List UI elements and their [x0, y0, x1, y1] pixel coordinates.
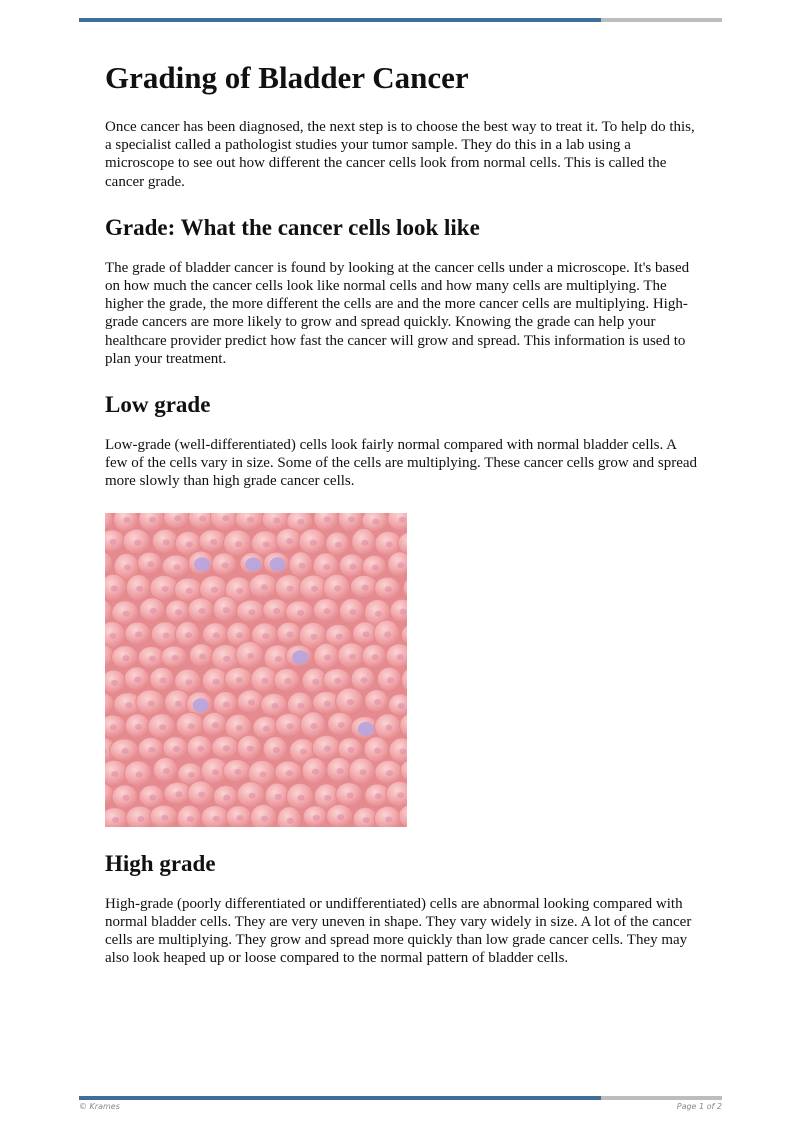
cell-nucleus	[159, 724, 166, 730]
cell-nucleus	[261, 815, 268, 821]
section-body-high-grade: High-grade (poorly differentiated or undifferentiated) cells are abnormal looking compared with normal bladder cells. They are very uneven in shape. They vary widely in size. A lot of the cancer cells are multiplying. They grow and spread more quickly than low grade cancer cells. They may also look heaped up or loose compared to the normal pattern of bladder cells.	[105, 895, 692, 967]
cell-nucleus	[349, 609, 356, 615]
cell-nucleus	[135, 631, 142, 637]
cell-nucleus	[148, 700, 155, 706]
cell-nucleus	[312, 768, 319, 774]
cell-nucleus	[249, 792, 256, 798]
cell-nucleus	[324, 745, 331, 751]
cell-nucleus	[110, 539, 117, 545]
cell-nucleus	[360, 769, 367, 775]
cell-nucleus	[187, 816, 194, 822]
cell-nucleus	[263, 725, 270, 731]
cell-nucleus	[347, 699, 354, 705]
cell-nucleus	[213, 632, 220, 638]
cell-nucleus	[348, 747, 355, 753]
cell-nucleus	[124, 564, 131, 570]
cell-nucleus	[222, 562, 229, 568]
cell-nucleus	[324, 654, 331, 660]
cell-nucleus	[374, 699, 381, 705]
cell-nucleus	[323, 564, 330, 570]
cell-nucleus	[348, 516, 355, 522]
cell-nucleus	[375, 793, 382, 799]
cell-nucleus	[223, 655, 230, 661]
cell-nucleus	[123, 610, 130, 616]
cell-nucleus	[324, 608, 331, 614]
cell-nucleus	[385, 816, 392, 822]
cell-nucleus	[297, 519, 304, 525]
cell-nucleus	[387, 677, 394, 683]
cell-nucleus	[198, 608, 205, 614]
cell-nucleus	[297, 610, 304, 616]
cell-nucleus	[335, 541, 342, 547]
cell-nucleus	[347, 792, 354, 798]
cell-nucleus	[185, 632, 192, 638]
dividing-cell-nucleus	[245, 557, 261, 571]
cell-nucleus	[313, 814, 320, 820]
cell-nucleus	[163, 632, 170, 638]
cell-nucleus	[163, 539, 170, 545]
cell-nucleus	[275, 793, 282, 799]
cell-nucleus	[247, 653, 254, 659]
cell-nucleus	[174, 564, 181, 570]
cell-nucleus	[112, 817, 119, 823]
section-heading-grade: Grade: What the cancer cells look like	[105, 214, 480, 240]
cell-nucleus	[386, 770, 393, 776]
cell-nucleus	[125, 702, 132, 708]
cell-nucleus	[373, 518, 380, 524]
cell	[177, 805, 201, 827]
cell-nucleus	[247, 745, 254, 751]
cell-nucleus	[199, 653, 206, 659]
top-rule	[79, 18, 722, 22]
cell-nucleus	[110, 633, 117, 639]
cell-nucleus	[148, 746, 155, 752]
cell-nucleus	[286, 770, 293, 776]
cell-nucleus	[236, 632, 243, 638]
cell-nucleus	[234, 768, 241, 774]
bottom-rule-primary	[79, 1096, 601, 1100]
cell-nucleus	[385, 586, 392, 592]
cell-nucleus	[247, 516, 254, 522]
cell-nucleus	[188, 723, 195, 729]
cell-nucleus	[134, 539, 141, 545]
cell-nucleus	[188, 772, 195, 778]
cell-nucleus	[374, 747, 381, 753]
cell	[386, 643, 407, 668]
document-body	[105, 52, 700, 989]
cell-nucleus	[399, 748, 406, 754]
cell-nucleus	[237, 815, 244, 821]
intro-paragraph: Once cancer has been diagnosed, the next step is to choose the best way to treat it. To help do this, a specialist called a pathologist studies your tumor sample. They do this in a lab using a microscope to see out how different the cancer cells look from normal cells. This is called the cancer grade.	[105, 119, 695, 190]
cell-nucleus	[175, 791, 182, 797]
cell-nucleus	[324, 794, 331, 800]
cell-nucleus	[123, 655, 130, 661]
cell-nucleus	[173, 746, 180, 752]
cell-nucleus	[149, 655, 156, 661]
dividing-cell-nucleus	[292, 650, 308, 664]
cell-nucleus	[298, 562, 305, 568]
cell-nucleus	[134, 676, 141, 682]
cell-nucleus	[163, 768, 170, 774]
cell-nucleus	[363, 631, 370, 637]
cell-nucleus	[149, 794, 156, 800]
cell-nucleus	[372, 654, 379, 660]
cell-nucleus	[361, 539, 368, 545]
cell-nucleus	[273, 747, 280, 753]
cell-nucleus	[262, 633, 269, 639]
cell-nucleus	[287, 817, 294, 823]
cell-nucleus	[222, 515, 229, 521]
cell	[353, 807, 377, 827]
top-rule-secondary	[601, 18, 722, 22]
cell-nucleus	[362, 584, 369, 590]
cell	[277, 806, 301, 826]
cell-nucleus	[197, 745, 204, 751]
footer-page-number: Page 1 of 2	[676, 1102, 722, 1111]
cell-nucleus	[236, 725, 243, 731]
cell-nucleus	[210, 539, 217, 545]
cell-nucleus	[123, 517, 130, 523]
cell-nucleus	[349, 563, 356, 569]
cell-nucleus	[135, 724, 142, 730]
cell-nucleus	[361, 677, 368, 683]
cell-nucleus	[262, 677, 269, 683]
cell-nucleus	[223, 701, 230, 707]
cell-nucleus	[334, 677, 341, 683]
cell-nucleus	[136, 771, 143, 777]
cell-nucleus	[186, 588, 193, 594]
cell-nucleus	[398, 703, 405, 709]
cell-nucleus	[272, 703, 279, 709]
cell-nucleus	[150, 607, 157, 613]
cell-nucleus	[286, 538, 293, 544]
cell-nucleus	[400, 608, 407, 614]
cell-nucleus	[236, 588, 243, 594]
cell-nucleus	[312, 678, 319, 684]
cell-nucleus	[397, 654, 404, 660]
bottom-rule	[79, 1096, 722, 1100]
cell-nucleus	[111, 771, 118, 777]
cell-nucleus	[175, 609, 182, 615]
cell-nucleus	[212, 769, 219, 775]
top-rule-primary	[79, 18, 601, 22]
cell-nucleus	[273, 608, 280, 614]
section-body-low-grade: Low-grade (well-differentiated) cells look fairly normal compared with normal bladder cells. A few of the cells vary in size. Some of the cells are multiplying. These cancer cells grow and spread more slowly than high grade cancer cells.	[105, 437, 698, 490]
cell-nucleus	[284, 678, 291, 684]
cell-nucleus	[110, 724, 117, 730]
cell-nucleus	[260, 771, 267, 777]
cell-nucleus	[311, 723, 318, 729]
cell-nucleus	[363, 817, 370, 823]
cell-nucleus	[310, 539, 317, 545]
cell-nucleus	[261, 584, 268, 590]
cell-nucleus	[287, 723, 294, 729]
cell-nucleus	[324, 516, 331, 522]
cell-nucleus	[111, 679, 118, 685]
cell-nucleus	[236, 677, 243, 683]
cell-nucleus	[311, 585, 318, 591]
cell-nucleus	[311, 633, 318, 639]
cell-nucleus	[175, 700, 182, 706]
cell-nucleus	[185, 679, 192, 685]
cell-nucleus	[122, 748, 129, 754]
section-heading-high-grade: High grade	[105, 850, 216, 876]
dividing-cell-nucleus	[193, 698, 209, 712]
cell-nucleus	[386, 541, 393, 547]
cell-nucleus	[334, 585, 341, 591]
cell-nucleus	[213, 678, 220, 684]
cell-nucleus	[397, 562, 404, 568]
cell-nucleus	[286, 631, 293, 637]
cell-nucleus	[248, 699, 255, 705]
cell-nucleus	[248, 609, 255, 615]
cell-nucleus	[147, 561, 154, 567]
cell-nucleus	[300, 748, 307, 754]
cell-nucleus	[384, 631, 391, 637]
low-grade-cells-illustration	[105, 513, 407, 827]
cell-nucleus	[287, 585, 294, 591]
cell-nucleus	[160, 677, 167, 683]
cell-nucleus	[122, 794, 129, 800]
cell-nucleus	[397, 792, 404, 798]
cell-nucleus	[162, 586, 169, 592]
footer-copyright: © Krames	[79, 1102, 120, 1111]
cell-nucleus	[213, 815, 220, 821]
bottom-rule-secondary	[601, 1096, 722, 1100]
cell-nucleus	[372, 564, 379, 570]
cell-nucleus	[223, 607, 230, 613]
cell	[388, 551, 407, 576]
cell-nucleus	[399, 516, 406, 522]
section-heading-low-grade: Low grade	[105, 392, 211, 418]
dividing-cell-nucleus	[358, 722, 374, 736]
cell-nucleus	[223, 745, 230, 751]
dividing-cell-nucleus	[194, 557, 210, 571]
dividing-cell-nucleus	[270, 557, 286, 571]
cell-nucleus	[336, 633, 343, 639]
cell-nucleus	[136, 585, 143, 591]
cell-nucleus	[375, 610, 382, 616]
cell-nucleus	[174, 515, 181, 521]
cell	[250, 804, 276, 827]
page-title: Grading of Bladder Cancer	[105, 60, 469, 95]
cell-nucleus	[186, 541, 193, 547]
cell-nucleus	[337, 814, 344, 820]
cell-nucleus	[199, 515, 206, 521]
cell-nucleus	[275, 656, 282, 662]
cell-nucleus	[235, 541, 242, 547]
cell-nucleus	[172, 655, 179, 661]
cell-nucleus	[149, 516, 156, 522]
cell-nucleus	[212, 722, 219, 728]
cell-nucleus	[223, 794, 230, 800]
cell-nucleus	[298, 794, 305, 800]
cell-nucleus	[298, 702, 305, 708]
cell-nucleus	[273, 517, 280, 523]
cell-nucleus	[111, 585, 118, 591]
cell-nucleus	[338, 722, 345, 728]
cell-nucleus	[211, 586, 218, 592]
cell-nucleus	[137, 816, 144, 822]
cell-nucleus	[385, 724, 392, 730]
cell-nucleus	[161, 814, 168, 820]
section-body-grade: The grade of bladder cancer is found by looking at the cancer cells under a microscope. It's based on how much the cancer cells look like normal cells and how many cells are multiplying. The higher the grade, the more different the cells are and the more cancer cells are multiplying. High-grade cancers are more likely to grow and spread quickly. Knowing the grade can help your healthcare provider predict how fast the cancer will grow and spread. This information is used to plan your treatment.	[105, 259, 690, 367]
cell-nucleus	[349, 653, 356, 659]
cell-nucleus	[324, 700, 331, 706]
cell-nucleus	[198, 791, 205, 797]
cell-nucleus	[337, 768, 344, 774]
cell-nucleus	[263, 541, 270, 547]
